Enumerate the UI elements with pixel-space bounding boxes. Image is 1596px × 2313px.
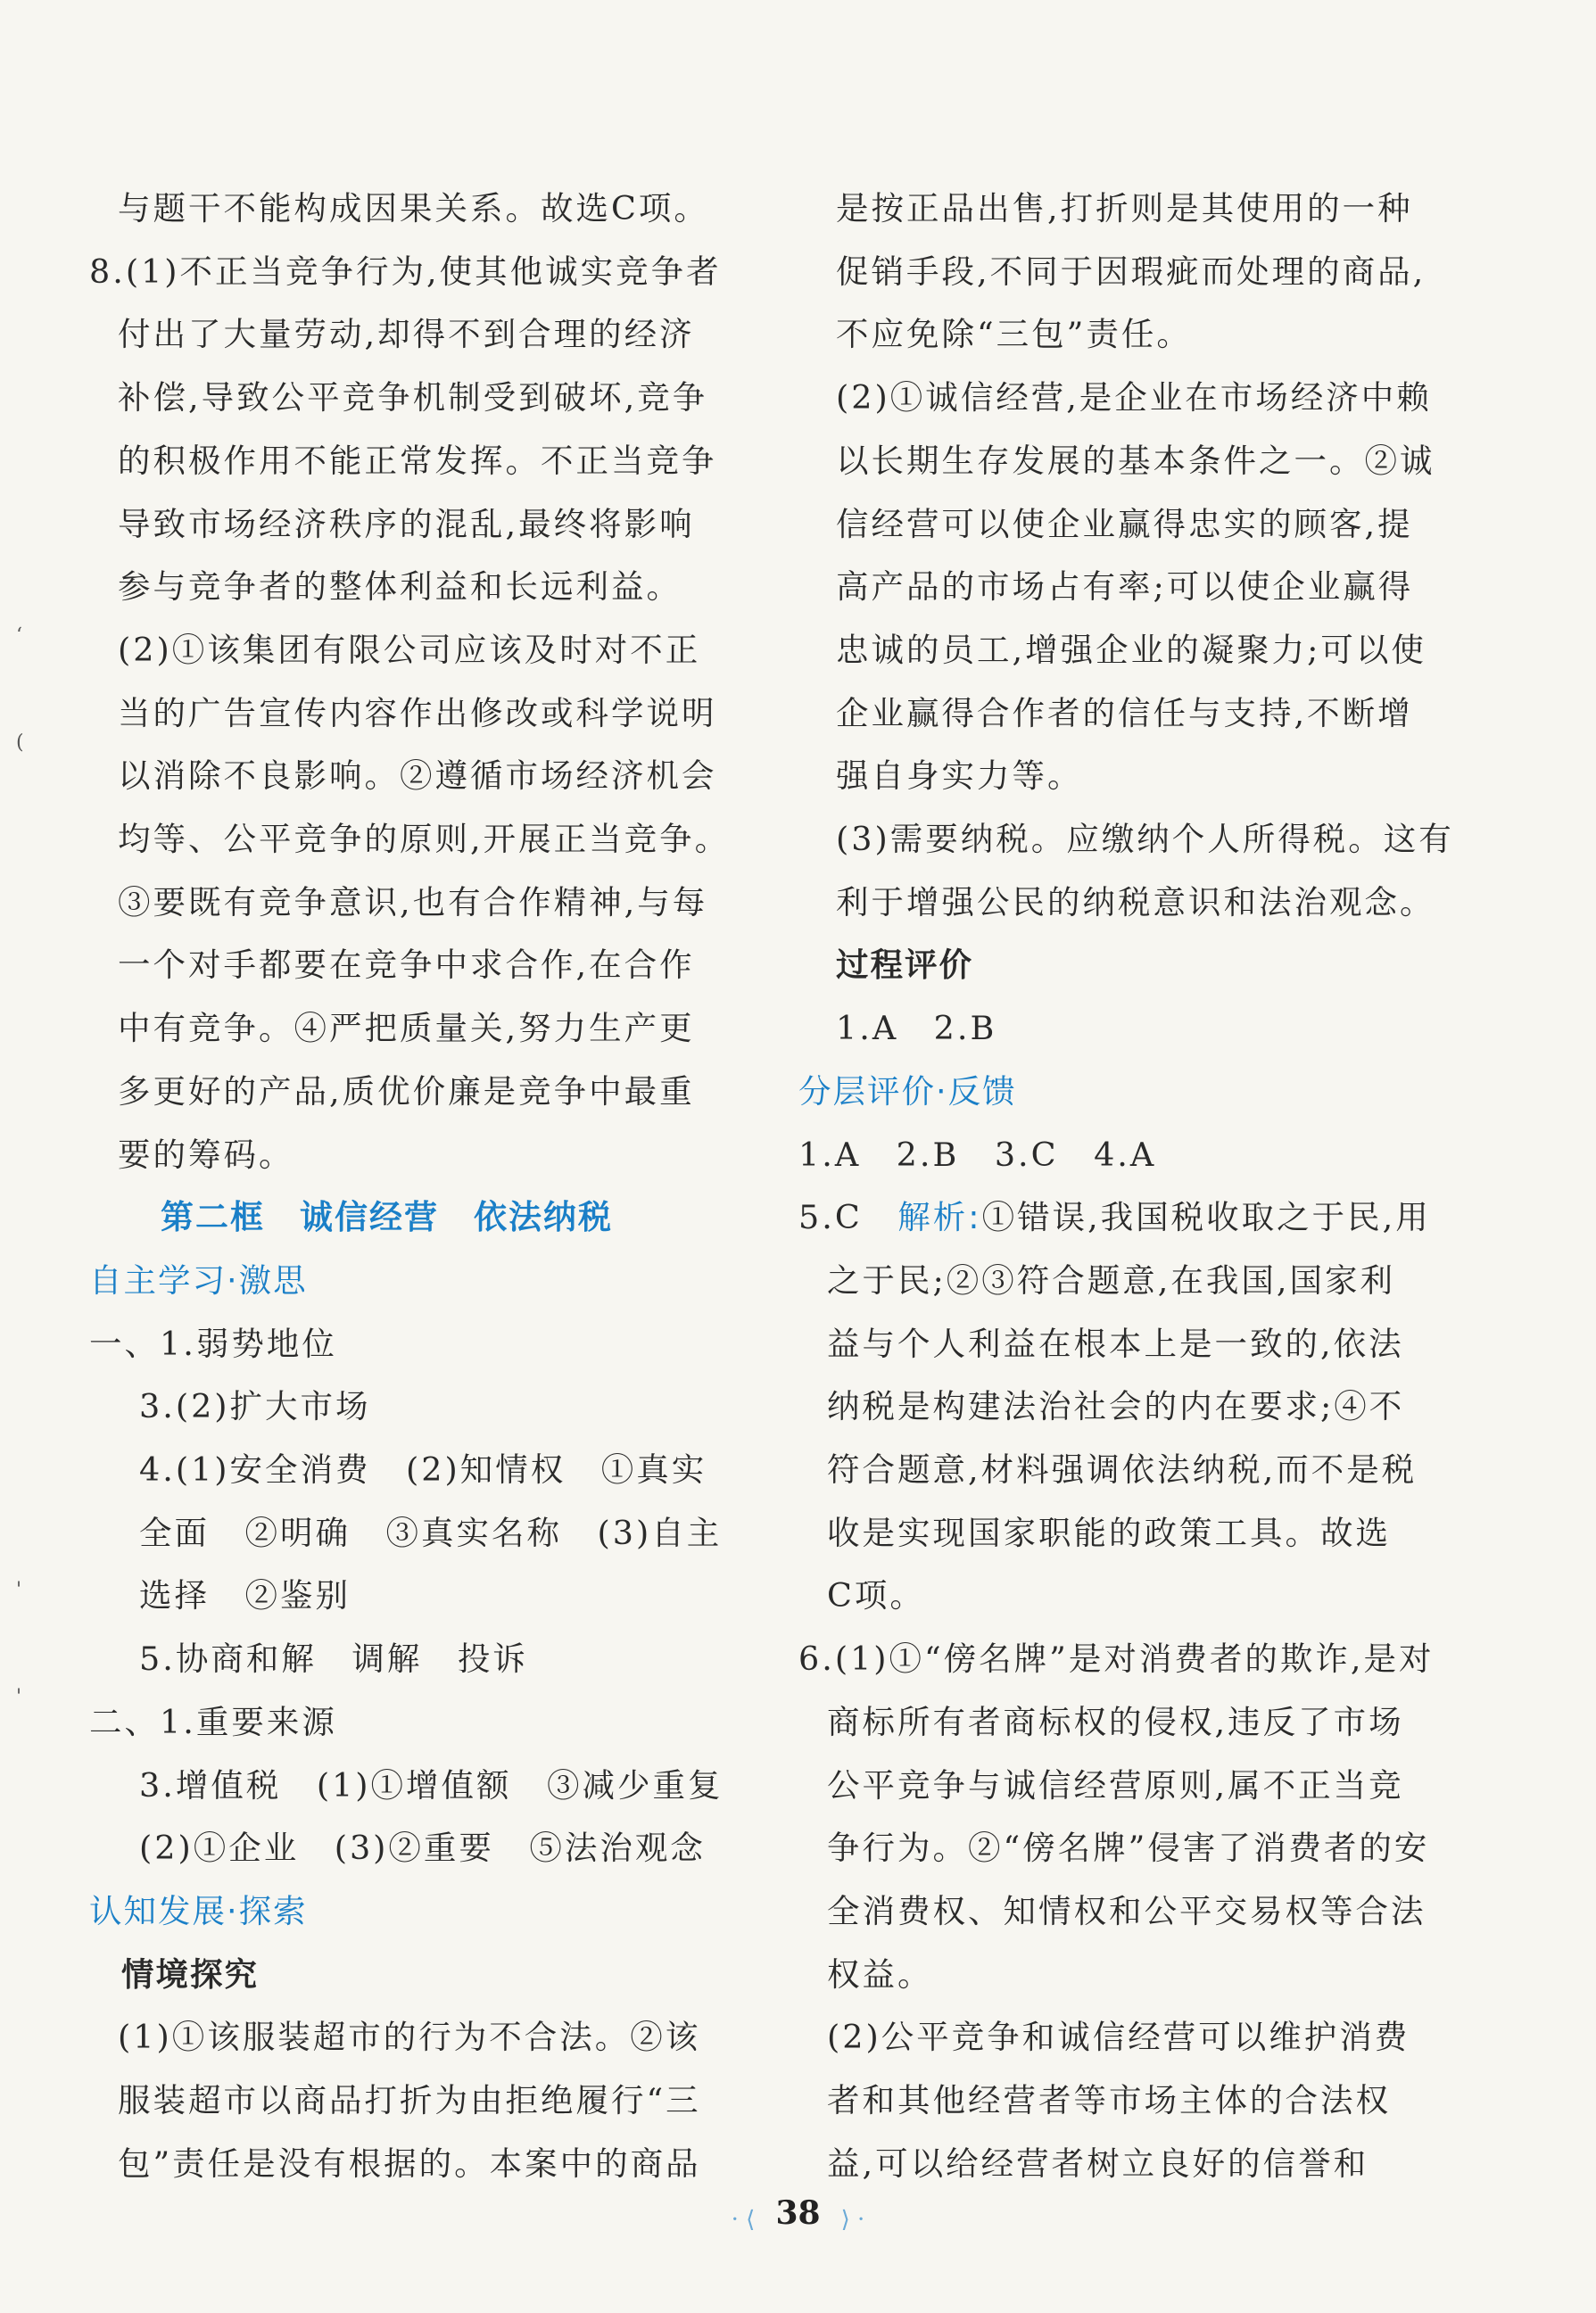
text-line: 与题干不能构成因果关系。故选C项。 [118, 189, 709, 227]
text-line: 3.增值税 (1)①增值额 ③减少重复 [139, 1765, 724, 1805]
footer-ornament-left: · ⟨ [731, 2206, 756, 2234]
text-line [798, 1196, 1431, 1239]
text-line: 全面 ②明确 ③真实名称 (3)自主 [139, 1513, 723, 1552]
text-line: (2)公平竞争和诚信经营可以维护消费 [827, 2018, 1410, 2057]
text-line: 二、1.重要来源 [89, 1702, 337, 1741]
text-line: 企业赢得合作者的信任与支持,不断增 [836, 693, 1413, 732]
margin-mark: ( [16, 731, 24, 754]
text-line: 多更好的产品,质优价廉是竞争中最重 [118, 1071, 695, 1111]
text-line: 之于民;②③符合题意,在我国,国家利 [827, 1260, 1396, 1300]
section-heading: 自主学习·激思 [89, 1260, 308, 1300]
text-line: (2)①该集团有限公司应该及时对不正 [118, 630, 701, 669]
text-line: 以长期生存发展的基本条件之一。②诚 [836, 441, 1435, 480]
section-heading: 认知发展·探索 [89, 1891, 308, 1930]
text-line: 忠诚的员工,增强企业的凝聚力;可以使 [836, 630, 1426, 669]
text-line: 益与个人利益在根本上是一致的,依法 [827, 1324, 1404, 1363]
text-line: 3.(2)扩大市场 [139, 1387, 371, 1426]
margin-mark: ' [16, 1579, 22, 1601]
text-line: ③要既有竞争意识,也有合作精神,与每 [118, 882, 708, 921]
margin-mark: ' [16, 1686, 22, 1708]
text-line: 的积极作用不能正常发挥。不正当竞争 [118, 441, 717, 480]
text-line: (1)①该服装超市的行为不合法。②该 [118, 2018, 701, 2057]
text-line: 均等、公平竞争的原则,开展正当竞争。 [118, 820, 731, 858]
text-line: 导致市场经济秩序的混乱,最终将影响 [118, 504, 695, 543]
text-line: 公平竞争与诚信经营原则,属不正当竞 [827, 1765, 1404, 1805]
text-line: 1.A 2.B [836, 1009, 997, 1048]
answer-prefix: 5.C [798, 1198, 898, 1237]
text-line: 选择 ②鉴别 [139, 1576, 351, 1615]
text-line: 6.(1)①“傍名牌”是对消费者的欺诈,是对 [798, 1640, 1435, 1679]
analysis-text: ①错误,我国税收取之于民,用 [981, 1198, 1431, 1237]
text-line: 一、1.弱势地位 [89, 1324, 337, 1363]
text-line: 一个对手都要在竞争中求合作,在合作 [118, 946, 695, 985]
text-line: 4.(1)安全消费 (2)知情权 ①真实 [139, 1450, 707, 1489]
text-line: 包”责任是没有根据的。本案中的商品 [118, 2144, 701, 2183]
text-line: 促销手段,不同于因瑕疵而处理的商品, [836, 252, 1426, 291]
text-line: 中有竞争。④严把质量关,努力生产更 [118, 1009, 695, 1048]
text-line: 不应免除“三包”责任。 [836, 315, 1192, 354]
analysis-label: 解析: [897, 1198, 982, 1237]
page-number-footer [0, 2194, 1596, 2234]
text-line: 是按正品出售,打折则是其使用的一种 [836, 189, 1413, 227]
text-line: 信经营可以使企业赢得忠实的顾客,提 [836, 504, 1413, 543]
text-line: (3)需要纳税。应缴纳个人所得税。这有 [836, 820, 1454, 858]
text-line: 利于增强公民的纳税意识和法治观念。 [836, 882, 1435, 921]
text-line: 1.A 2.B 3.C 4.A [798, 1135, 1157, 1174]
text-line: 收是实现国家职能的政策工具。故选 [827, 1513, 1391, 1552]
text-line: 服装超市以商品打折为由拒绝履行“三 [118, 2081, 701, 2119]
text-line: 当的广告宣传内容作出修改或科学说明 [118, 693, 717, 732]
text-line: (2)①诚信经营,是企业在市场经济中赖 [836, 378, 1432, 417]
subsection-heading: 情境探究 [121, 1954, 259, 1994]
text-line: 参与竞争者的整体利益和长远利益。 [118, 567, 682, 607]
text-line: 以消除不良影响。②遵循市场经济机会 [118, 756, 717, 796]
text-line: 商标所有者商标权的侵权,违反了市场 [827, 1702, 1404, 1741]
page-number: 38 [775, 2194, 821, 2232]
text-line: 要的筹码。 [118, 1135, 294, 1174]
margin-mark: ‘ [16, 624, 22, 647]
section-heading: 分层评价·反馈 [798, 1071, 1017, 1111]
section-heading: 第二框 诚信经营 依法纳税 [161, 1198, 613, 1237]
text-line: (2)①企业 (3)②重要 ⑤法治观念 [139, 1829, 706, 1868]
subsection-heading: 过程评价 [836, 946, 973, 985]
text-line: 纳税是构建法治社会的内在要求;④不 [827, 1387, 1405, 1426]
text-line: 高产品的市场占有率;可以使企业赢得 [836, 567, 1414, 607]
text-line: 付出了大量劳动,却得不到合理的经济 [118, 315, 695, 354]
text-line: 权益。 [827, 1954, 933, 1994]
text-line: 8.(1)不正当竞争行为,使其他诚实竞争者 [89, 252, 722, 291]
text-line: 符合题意,材料强调依法纳税,而不是税 [827, 1450, 1418, 1489]
text-line: 强自身实力等。 [836, 756, 1083, 796]
footer-ornament-right: ⟩ · [840, 2206, 865, 2234]
text-line: C项。 [827, 1576, 925, 1615]
text-line: 全消费权、知情权和公平交易权等合法 [827, 1891, 1426, 1930]
text-line: 者和其他经营者等市场主体的合法权 [827, 2081, 1391, 2119]
text-line: 争行为。②“傍名牌”侵害了消费者的安 [827, 1829, 1430, 1868]
text-line: 益,可以给经营者树立良好的信誉和 [827, 2144, 1369, 2183]
text-line: 补偿,导致公平竞争机制受到破坏,竞争 [118, 378, 708, 417]
text-line: 5.协商和解 调解 投诉 [139, 1640, 528, 1679]
